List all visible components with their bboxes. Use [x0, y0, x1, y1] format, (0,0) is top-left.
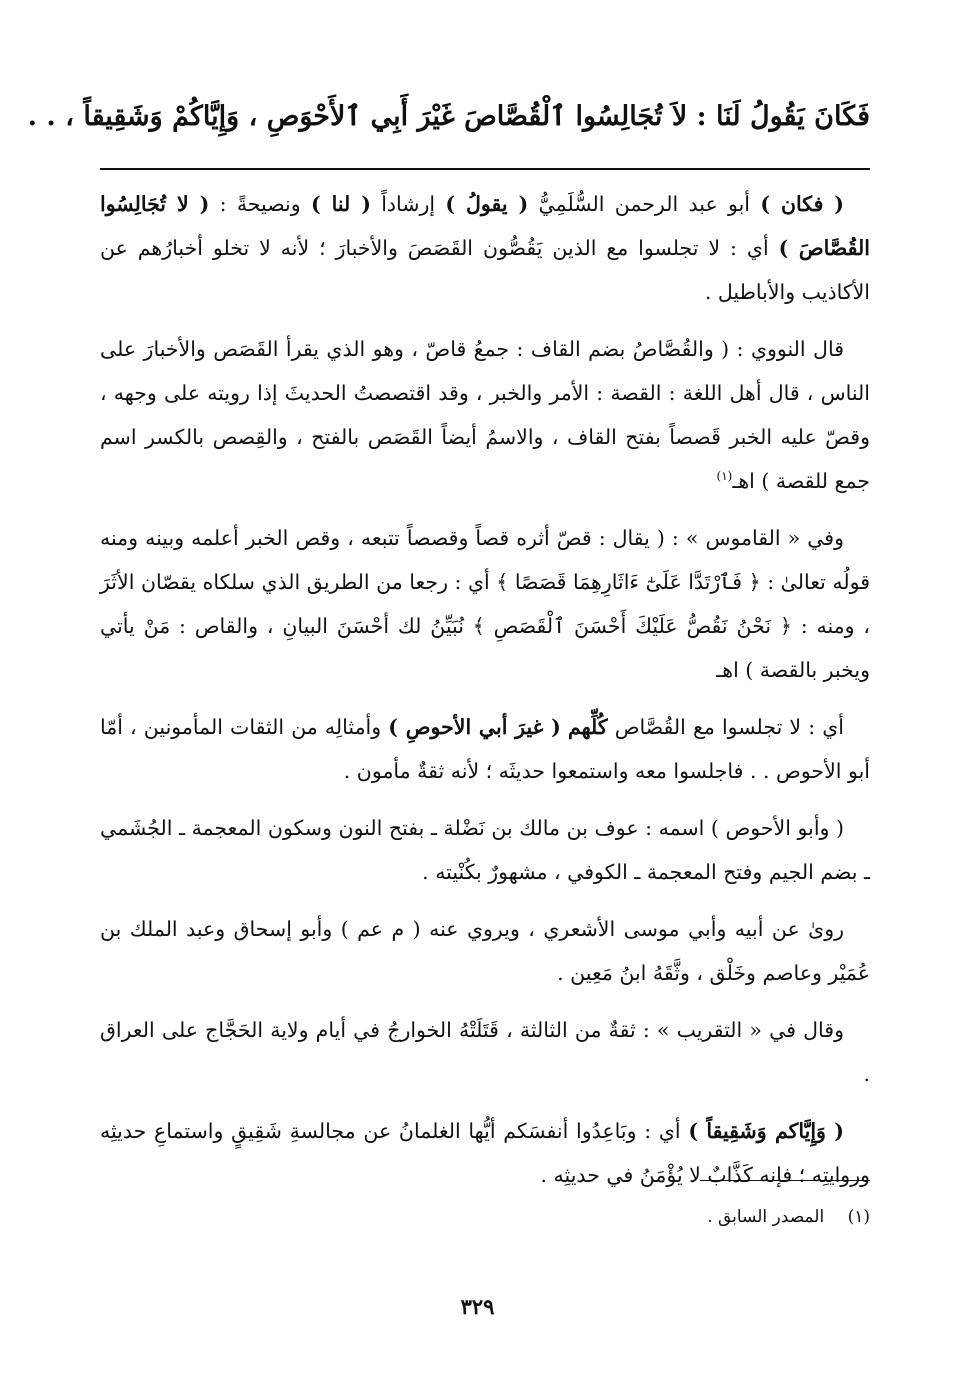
commentary-text: ونصيحةً : [209, 192, 311, 216]
quoted-phrase: ( غيرَ أبي الأحوصِ ) [388, 715, 561, 739]
commentary-paragraph [100, 806, 870, 894]
commentary-text: وقال في « التقريب » : ثقةٌ من الثالثة ، قَتَلَتْهُ الخوارجُ في أيام ولاية الحَجَّاج على العراق . [100, 1018, 870, 1086]
footnote-text: المصدر السابق . [707, 1207, 825, 1227]
footnote-number: (١) [847, 1207, 870, 1227]
commentary-body [100, 182, 870, 1197]
footnote-separator [700, 1180, 870, 1181]
quoted-phrase: ( يقولُ ) [445, 192, 529, 216]
commentary-paragraph [100, 182, 870, 314]
page-number: ٣٢٩ [460, 1294, 495, 1319]
commentary-text: أي : لا تجلسوا مع القُصَّاص [607, 715, 844, 739]
commentary-paragraph [100, 327, 870, 503]
commentary-text: أي : لا تجلسوا مع الذين يَقُصُّون القَصَصَ والأخبارَ ؛ لأنه لا تخلو أخبارُهم عن الأكاذيب والأباطيل . [100, 236, 870, 304]
commentary-text: أبو عبد الرحمن السُّلَمِيُّ [528, 192, 761, 216]
quoted-phrase: كُلِّهم [567, 715, 608, 739]
commentary-paragraph [100, 705, 870, 793]
commentary-text: وأمثالِه من الثقات المأمونين ، أمّا أبو الأحوص . . فاجلسوا معه واستمعوا حديثَه ؛ لأنه ثقةٌ مأمون . [100, 715, 870, 783]
commentary-text: إرشاداً [370, 192, 446, 216]
quoted-phrase: ( فكان ) [760, 192, 845, 216]
commentary-text: روىٰ عن أبيه وأبي موسى الأشعري ، ويروي عنه ( م عم ) وأبو إسحاق وعبد الملك بن عُمَيْر وعاصم وخَلْق ، وثَّقَهُ ابنُ مَعِين . [100, 917, 870, 985]
quoted-phrase: ( وَإِيَّاكم وَشَقِيقاً ) [688, 1119, 844, 1143]
commentary-text: قال النووي : ( والقُصَّاصُ بضم القاف : جمعُ قاصّ ، وهو الذي يقرأ القَصَص والأخبارَ على الناس ، قال أهل اللغة : القصة : الأمر والخبر ، وقد اقتصصتُ الحديثَ إذا رويته على وجهه ، وقصّ عليه الخبر قَصصاً بفتح القاف ، والاسمُ أيضاً القَصَص بالفتح ، والقِصص بالكسر اسم جمع للقصة ) اهـ [100, 337, 870, 493]
separator-line [100, 168, 870, 170]
commentary-text: أي : وبَاعِدُوا أنفسَكم أيُّها الغلمانُ عن مجالسةِ شَقِيقٍ واستماعِ حديثِه وروايتِه ؛ فإنه كَذَّابٌ لا يُؤْمَنُ في حديثِه . [100, 1119, 870, 1187]
footnote [400, 1202, 870, 1232]
commentary-paragraph [100, 516, 870, 692]
commentary-text: وفي « القاموس » : ( يقال : قصّ أثره قصاً وقصصاً تتبعه ، وقص الخبر أعلمه وبينه ومنه قولُه تعالىٰ : ﴿ فَٱرْتَدَّا عَلَىٰٓ ءَاثَارِهِمَا قَصَصًا ﴾ أي : رجعا من الطريق الذي سلكاه يقصّان الأثَرَ ، ومنه : ﴿ نَحْنُ نَقُصُّ عَلَيْكَ أَحْسَنَ ٱلْقَصَصِ ﴾ نُبَيِّنُ لك أحْسَنَ البيانِ ، والقاص : مَنْ يأتي ويخبر بالقصة ) اهـ [100, 526, 870, 682]
quoted-phrase: ( لا تُجَالِسُوا القُصَّاصَ ) [100, 192, 870, 260]
commentary-paragraph [100, 1008, 870, 1096]
commentary-paragraph [100, 907, 870, 995]
quoted-phrase: ( لنا ) [310, 192, 371, 216]
hadith-text: فَكَانَ يَقُولُ لَنَا : لاَ تُجَالِسُوا ٱلْقُصَّاصَ غَيْرَ أَبِي ٱلأَحْوَصِ ، وَإِيَّاكُمْ وَشَقِيقاً ، . . [27, 101, 870, 132]
commentary-text: ( وأبو الأحوص ) اسمه : عوف بن مالك بن نَضْلة ـ بفتح النون وسكون المعجمة ـ الجُشَمي ـ بضم الجيم وفتح المعجمة ـ الكوفي ، مشهورٌ بكُنْيته . [100, 816, 870, 884]
commentary-text [561, 715, 568, 739]
footnote-reference: (١) [716, 469, 733, 484]
commentary-paragraph [100, 1109, 870, 1197]
